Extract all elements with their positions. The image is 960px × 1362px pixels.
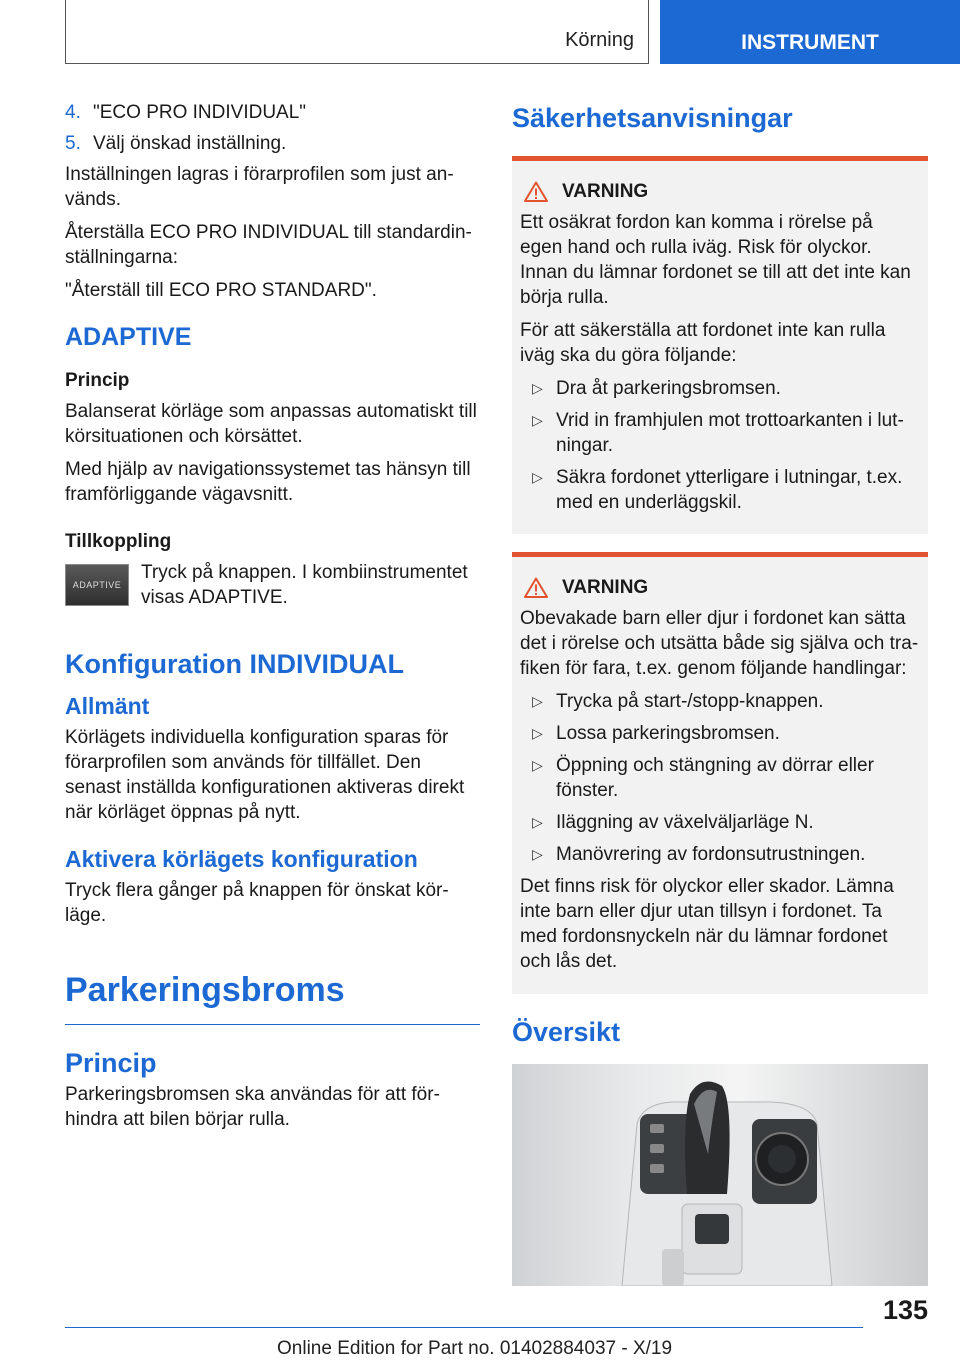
bullet-triangle-icon: ▷ — [532, 693, 543, 709]
left-column — [65, 100, 480, 1140]
allmant-heading: Allmänt — [65, 693, 150, 719]
paragraph: Körlägets individuella konfiguration sparas för förarprofilen som används för tillfället. Den senast inställda konfigurationen aktiveras direkt när körläget öppnas på nytt. — [65, 727, 465, 823]
page-number: 135 — [882, 1295, 928, 1325]
bullet-triangle-icon: ▷ — [532, 757, 543, 773]
bullet-item — [532, 689, 920, 714]
princip-heading: Princip — [65, 1048, 157, 1078]
adaptive-button-label: ADAPTIVE — [72, 579, 122, 590]
bullet-text: Öppning och stängning av dörrar eller fönster. — [556, 755, 874, 801]
header-chapter-tab — [660, 0, 960, 64]
paragraph: För att säkerställa att fordonet inte kan rulla iväg ska du göra följande: — [520, 320, 886, 366]
step-number: 4. — [65, 102, 81, 123]
footer-edition: Online Edition for Part no. 01402884037 - X/19 — [277, 1338, 673, 1359]
bullet-text: Trycka på start-/stopp-knappen. — [556, 691, 824, 712]
center-console-illustration — [512, 1064, 928, 1286]
right-column — [512, 100, 928, 1286]
bullet-item — [532, 376, 920, 401]
paragraph: Parkeringsbromsen ska användas för att förhindra att bilen börjar rulla. — [65, 1084, 440, 1130]
bullet-text: Iläggning av växelväljarläge N. — [556, 812, 814, 833]
warning-title-text: VARNING — [562, 181, 649, 202]
parkering-heading: Parkeringsbroms — [65, 970, 480, 1025]
step-item — [65, 131, 480, 156]
konfig-heading: Konfiguration INDIVIDUAL — [65, 649, 404, 679]
bullet-item — [532, 465, 920, 515]
paragraph: Balanserat körläge som anpassas automatiskt till körsituationen och körsättet. — [65, 401, 477, 447]
paragraph: Obevakade barn eller djur i fordonet kan sätta det i rörelse och utsätta både sig själva och trafiken för fara, t.ex. genom följande handlingar: — [520, 608, 919, 679]
warning-box — [512, 156, 928, 534]
bullet-text: Säkra fordonet ytterligare i lutningar, t.ex. med en underläggskil. — [556, 467, 903, 513]
warning-title — [524, 575, 920, 600]
tillkoppling-label: Tillkoppling — [65, 531, 172, 552]
warning-title-text: VARNING — [562, 577, 649, 598]
bullet-triangle-icon: ▷ — [532, 412, 543, 428]
aktivera-heading: Aktivera körlägets konfiguration — [65, 846, 418, 872]
bullet-triangle-icon: ▷ — [532, 846, 543, 862]
footer-divider — [65, 1327, 863, 1328]
header-chapter-label: INSTRUMENT — [741, 31, 879, 54]
paragraph: Tryck flera gånger på knappen för önskat körläge. — [65, 880, 449, 926]
princip-label: Princip — [65, 370, 130, 391]
tillkoppling-row — [65, 560, 480, 618]
bullet-text: Manövrering av fordonsutrustningen. — [556, 844, 866, 865]
bullet-item — [532, 810, 920, 835]
bullet-triangle-icon: ▷ — [532, 725, 543, 741]
center-console-photo — [512, 1064, 928, 1286]
warning-title — [524, 179, 920, 204]
paragraph: Det finns risk för olyckor eller skador. Lämna inte barn eller djur utan tillsyn i fordonet. Ta med fordonsnyckeln när du lämnar fordonet och lås det. — [520, 876, 894, 972]
step-item — [65, 100, 480, 125]
bullet-item — [532, 408, 920, 458]
adaptive-button-image — [65, 564, 129, 606]
step-text: Välj önskad inställning. — [93, 133, 287, 154]
warning-triangle-icon — [524, 181, 548, 202]
bullet-text: Lossa parkeringsbromsen. — [556, 723, 780, 744]
header-section-tab — [65, 0, 649, 64]
paragraph: Återställa ECO PRO INDIVIDUAL till standardinställningarna: — [65, 222, 472, 268]
header-section-label: Körning — [565, 29, 634, 51]
oversikt-heading: Översikt — [512, 1017, 621, 1047]
safety-heading: Säkerhetsanvisningar — [512, 103, 793, 133]
step-text: "ECO PRO INDIVIDUAL" — [93, 102, 307, 123]
bullet-item — [532, 721, 920, 746]
paragraph: "Återställ till ECO PRO STANDARD". — [65, 280, 377, 301]
bullet-text: Dra åt parkeringsbromsen. — [556, 378, 781, 399]
warning-box — [512, 552, 928, 994]
bullet-triangle-icon: ▷ — [532, 380, 543, 396]
paragraph: Inställningen lagras i förarprofilen som just används. — [65, 164, 454, 210]
paragraph: Tryck på knappen. I kombiinstrumentet visas ADAPTIVE. — [141, 562, 468, 608]
step-number: 5. — [65, 133, 81, 154]
adaptive-heading: ADAPTIVE — [65, 323, 192, 351]
warning-triangle-icon — [524, 577, 548, 598]
bullet-text: Vrid in framhjulen mot trottoarkanten i lutningar. — [556, 410, 904, 456]
bullet-item — [532, 842, 920, 867]
paragraph: Ett osäkrat fordon kan komma i rörelse på egen hand och rulla iväg. Risk för olyckor. Innan du lämnar fordonet se till att det inte kan börja rulla. — [520, 212, 911, 308]
paragraph: Med hjälp av navigationssystemet tas hänsyn till framförliggande vägavsnitt. — [65, 459, 471, 505]
bullet-triangle-icon: ▷ — [532, 469, 543, 485]
bullet-item — [532, 753, 920, 803]
bullet-triangle-icon: ▷ — [532, 814, 543, 830]
